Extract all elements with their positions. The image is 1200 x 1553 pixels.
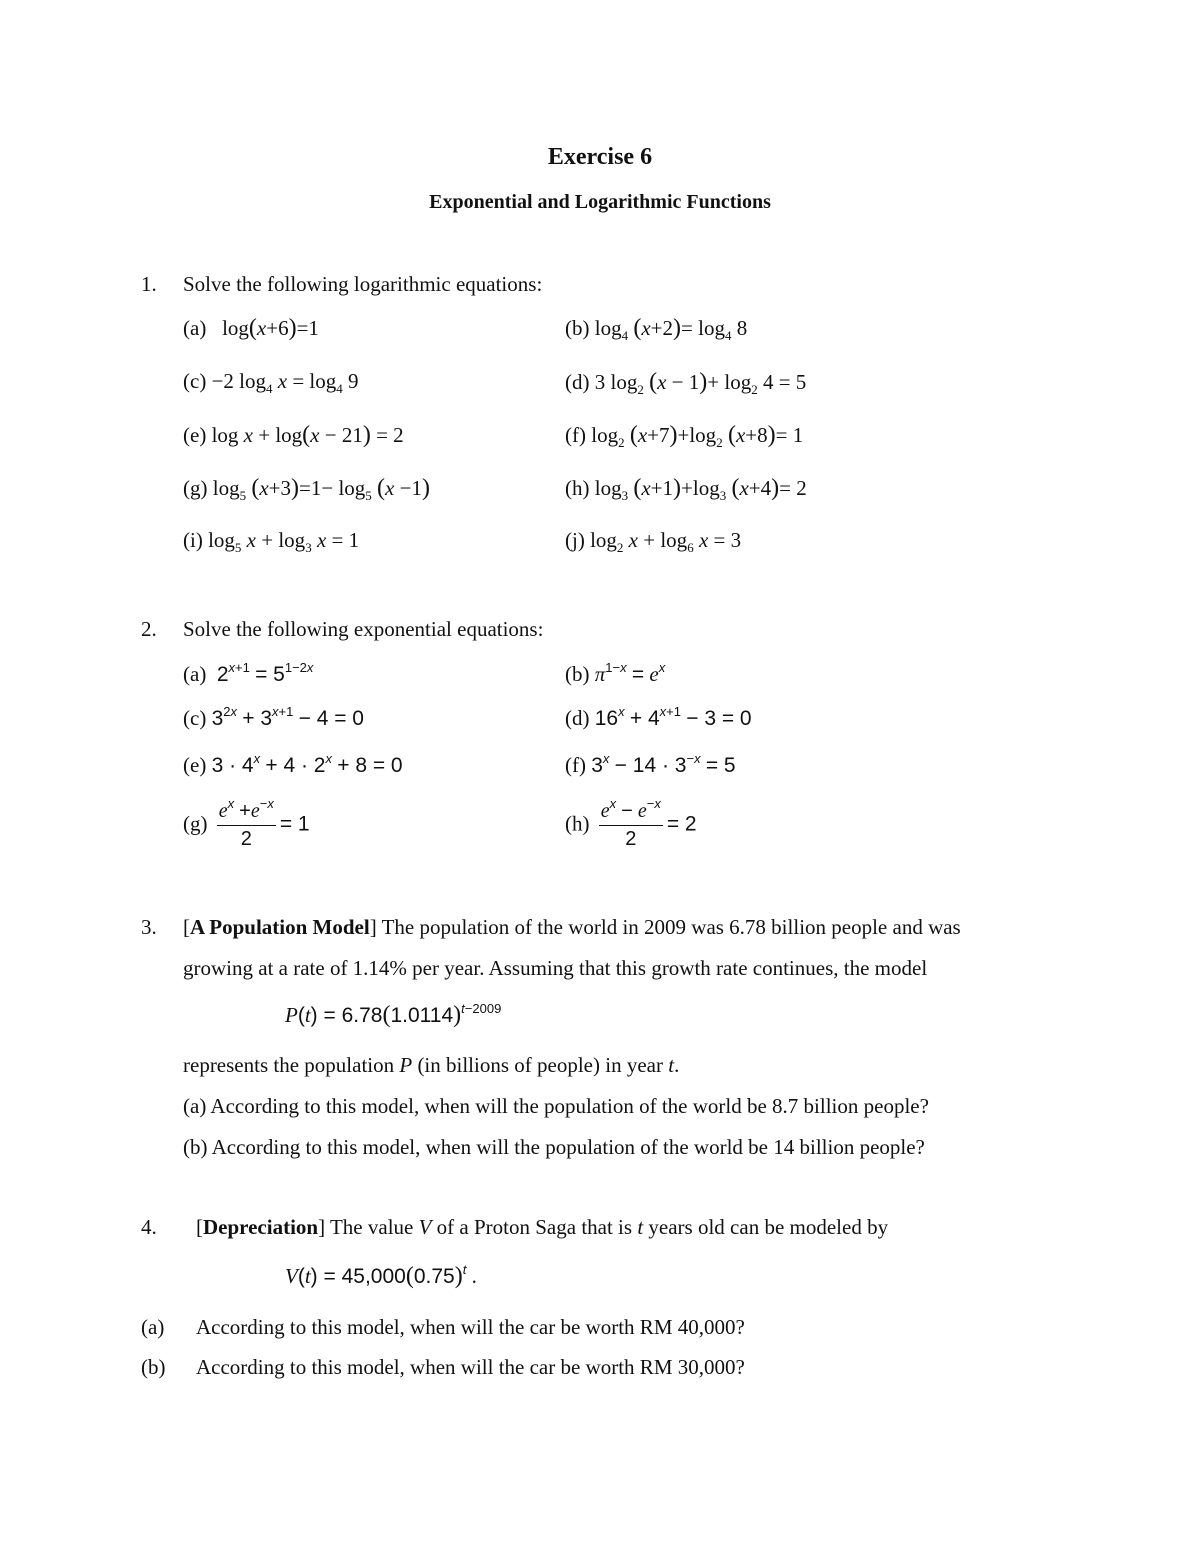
q4-text-var: V: [418, 1215, 432, 1239]
item-label: (a): [183, 662, 207, 686]
item-label: (c): [183, 369, 207, 393]
q3-line1: [A Population Model] The population of the world in 2009 was 6.78 billion people and was: [183, 915, 961, 939]
q1-item-c: (c) −2 $\log_4 x = \log_4 9$: [183, 369, 359, 396]
item-label: (f): [565, 423, 586, 447]
item-label: (b): [565, 316, 590, 340]
q1-item-b: (b) $\log_4 (x+2)= \log_4 8$: [565, 315, 748, 343]
item-label: (d): [565, 370, 590, 394]
page-subtitle: Exponential and Logarithmic Functions: [429, 191, 771, 213]
item-label: (h): [565, 476, 590, 500]
item-label: (i): [183, 528, 203, 552]
q3-text3-var2: t: [668, 1053, 675, 1077]
q4-part-a: According to this model, when will the car be worth RM 40,000?: [196, 1315, 745, 1339]
q1-item-i: (i) $\log_5 x + \log_3 x = 1$: [183, 528, 360, 555]
page-title: Exercise 6: [547, 144, 653, 170]
q3-text3-mid: (in billions of people) in year: [412, 1053, 669, 1077]
item-label: (f): [565, 753, 586, 777]
q4-part-b: According to this model, when will the car be worth RM 30,000?: [196, 1355, 745, 1379]
q1-item-j: (j) $\log_2 x + \log_6 x = 3$: [565, 528, 742, 555]
q2-item-c: (c) $3^{2x} + 3^{x+1} - 4 = 0$: [183, 704, 364, 730]
item-label: (h): [565, 811, 590, 836]
item-label: (j): [565, 528, 585, 552]
item-label: (b): [565, 662, 590, 686]
q3-number: 3.: [141, 915, 157, 939]
q4-heading: Depreciation: [203, 1215, 319, 1239]
q3-text3-pre: represents the population: [183, 1053, 400, 1077]
q1-item-a: (a) log(x+6)=1: [183, 315, 319, 341]
item-label: (a): [183, 316, 207, 340]
item-label: (d): [565, 706, 590, 730]
q2-prompt: Solve the following exponential equations:: [183, 617, 544, 641]
q4-number: 4.: [141, 1215, 157, 1239]
q4-text-end: years old can be modeled by: [643, 1215, 889, 1239]
q3-part-b: [183, 1135, 925, 1160]
part-label: (b): [183, 1135, 208, 1159]
q4-text-mid: of a Proton Saga that is: [431, 1215, 638, 1239]
part-text: According to this model, when will the population of the world be 14 billion people?: [211, 1135, 925, 1159]
q2-item-a: (a) $2^{x+1} = 5^{1-2x}$: [183, 660, 314, 686]
item-label: (e): [183, 753, 207, 777]
q2-item-b: (b) $\pi^{1-x} = e^x$: [565, 660, 666, 686]
q2-number: 2.: [141, 617, 157, 641]
item-label: (c): [183, 706, 207, 730]
item-label: (g): [183, 811, 208, 836]
q2-item-d: (d) $16^x + 4^{x+1} - 3 = 0$: [565, 704, 752, 730]
q3-line2: growing at a rate of 1.14% per year. Assuming that this growth rate continues, the model: [183, 956, 928, 980]
q1-item-g: (g) $\log_5 (x+3)=1- \log_5 (x -1)$: [183, 475, 430, 503]
q3-text1: The population of the world in 2009 was 6.78 billion people and was: [381, 915, 961, 939]
q1-number: 1.: [141, 272, 157, 296]
q3-line3: [183, 1053, 679, 1078]
item-label: (e): [183, 423, 207, 447]
q1-item-h: (h) $\log_3 (x+1)+\log_3$ (x+4)= 2: [565, 475, 807, 503]
q4-text-var2: t: [637, 1215, 644, 1239]
q3-heading: A Population Model: [190, 915, 370, 939]
q4-model-formula: $V(t) = 45,000(0.75)^t$ .: [285, 1262, 477, 1289]
q2-item-g: (g) $\frac{e^x +e^{-x}}{2}$ = 1: [183, 796, 310, 850]
q3-part-a: [183, 1094, 929, 1119]
part-label: (a): [183, 1094, 207, 1118]
q1-item-d: (d) 3 $\log_2 (x - 1)+ \log_2 4 = 5$: [565, 369, 807, 397]
q2-item-e: (e) $3 \cdot 4^x + 4 \cdot 2^x + 8 = 0$: [183, 751, 403, 777]
q2-item-h: (h) $\frac{e^x - e^{-x}}{2}$ = 2: [565, 796, 697, 850]
part-text: According to this model, when will the population of the world be 8.7 billion people?: [210, 1094, 929, 1118]
q3-model-formula: $P(t) = 6.78(1.0114)^{t-2009}$: [285, 1001, 502, 1028]
q3-text3-end: .: [674, 1053, 680, 1077]
q2-item-f: (f) $3^x - 14 \cdot 3^{-x} = 5$: [565, 751, 736, 777]
q1-item-f: (f) $\log_2 (x+7)+\log_2$ (x+8)= 1: [565, 422, 804, 450]
q4-part-b-label: (b): [141, 1355, 166, 1379]
q4-part-a-label: (a): [141, 1315, 165, 1339]
item-label: (g): [183, 476, 208, 500]
q1-item-e: (e) log x + log(x − 21) = 2: [183, 422, 404, 448]
q4-line1: [Depreciation] The value V of a Proton Saga that is t years old can be modeled by: [196, 1215, 889, 1239]
q3-text3-var: P: [399, 1053, 413, 1077]
q1-prompt: Solve the following logarithmic equations:: [183, 272, 543, 296]
q4-text-pre: The value: [329, 1215, 419, 1239]
